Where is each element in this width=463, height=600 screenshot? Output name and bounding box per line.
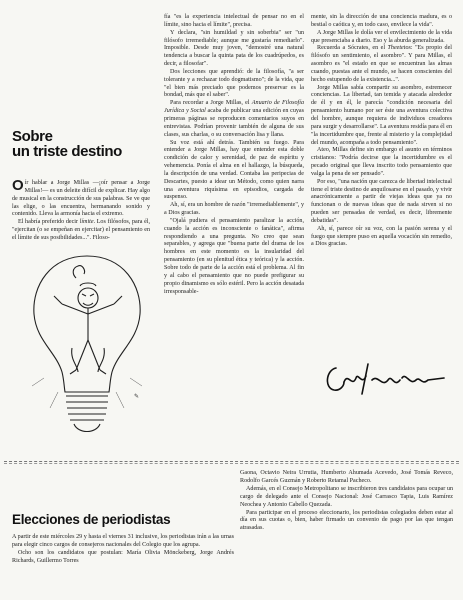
paragraph: Gaona, Octavio Neira Urrutia, Humberto Ahumada Acevedo, José Tomás Reveco, Rodolfo Garcés Guzmán y Roberto Retamal Pacheco.: [240, 470, 453, 484]
paragraph: Recuerda a Sócrates, en el Theetetos: "Es propio del filósofo un sentimiento, el asombro". Y para Millas, el asombro es "el estado en que se encuentran las almas cuando, puestas ante el mundo, se hacen conscientes del hecho estupendo de la existencia...".: [311, 45, 452, 83]
article-column-2: [164, 14, 304, 296]
light-bulb-illustration: [22, 248, 152, 448]
paragraph: Además, en el Consejo Metropolitano se inscribieron tres candidatos para ocupar un cargo de delegado ante el Consejo Nacional: José Carrasco Tapia, Luis Ramírez Neocheа y Antonio Cabello Quezada.: [240, 485, 453, 508]
paragraph: Dos lecciones que aprendió: de la filosofía, "a ser tolerante y a rechazar todo dogmatismo"; de la vida, que "el bien más preciado que podemos preservar es la bondad, más que el saber".: [164, 68, 304, 99]
paragraph: Para participar en el proceso eleccionario, los periodistas colegiados deben estar al día en sus cuotas o, bien, haber firmado un convenio de pago por las que tengan atrasadas.: [240, 509, 453, 532]
paragraph: Su voz está ahí detrás. También su fuego. Para entender a Jorge Millas, hay que entender esta doble condición de calor y serenidad, de paz de espíritu y vehemencia. Ponía el alma en el hallazgo, la búsqueda, la descripción de una verdad. Contaba las peripecias de Descartes, puesto a idear un Método, como quien narra una aventura riquísima en episodios, cargada de suspenso.: [164, 139, 304, 201]
headline-line-2: un triste destino: [12, 143, 122, 160]
paragraph: Ocho son los candidatos que postulan: María Olivia Mönckeberg, Jorge Andrés Richards, Guillermo Torres: [12, 549, 234, 564]
article-column-3: [311, 14, 452, 249]
paragraph: A Jorge Millas le dolía ver el envilecimiento de la vida que presenciaba a diario. Eso y la aburda generalizada.: [311, 29, 452, 44]
paragraph: Ah, sí, era un hombre de razón "irremediablemente", y a Dios gracias.: [164, 202, 304, 217]
paragraph: A partir de este miércoles 29 y hasta el viernes 31 inclusive, los periodistas irán a las urnas para elegir cinco cargos de consejeros nacionales del Colegio que los agrupa.: [12, 534, 234, 548]
section-divider: [4, 461, 459, 462]
drop-cap: O: [12, 177, 24, 194]
article-column-1: [12, 534, 234, 566]
paragraph: Jorge Millas sabía compartir su asombro, estremecer conciencias. La libertad, tan temida y atacada alrededor de él y en él, le parecía "condición necesaria del pensamiento humano por ser éste una aventura colectiva del hombre, aunque requiera de individuos creadores para surgir y desarrollarse". La aventura residía para él en "la incertidumbre que, frente al misterio y la complejidad del mundo, acompaña a todo pensamiento".: [311, 84, 452, 146]
paragraph: Ateo, Millas define sin embargo el asunto en términos cristianos: "Podría decirse que la incertidumbre es el pecado original que lleva inscrito todo pensamiento que valga la pena de ser pensado".: [311, 147, 452, 177]
section-divider: [4, 463, 459, 464]
paragraph: Para recordar a Jorge Millas, el Anuario de Filosofía Jurídica y Social acaba de publicar una edición en cuyas primeras páginas se reproducen comentarios suyos en entrevistas. Podrían provenir también de alguna de sus clases, sus charlas, o su conversación lisa y llana.: [164, 100, 305, 138]
headline-line-1: Sobre: [12, 128, 53, 145]
article-headline: [12, 129, 152, 159]
paragraph: Oír hablar a Jorge Millas —¡oír pensar a Jorge Millas!— es un deleite difícil de explicar. Hay algo de musical en la construcción de sus palabras. Se ve que las elige, o las encuentra, hermanando sonido y contenido. Lleva la armonía hacia el extremo.: [12, 177, 150, 218]
article-headline: Elecciones de periodistas: [12, 512, 171, 527]
paragraph: Y declara, "sin humildad y sin soberbia" ser "un filósofo irremediable; aunque me gustaría remediarlo". Imposible. Desde muy joven, "demostré una natural tendencia a buscar la quinta pata de los cuadrúpedos, es decir, a filosofar".: [164, 29, 304, 68]
paragraph: mente, sin la dirección de una conciencia madura, es o bestial o caótica y, en todo caso, envilece la vida".: [311, 14, 452, 28]
article-column-2: [240, 470, 453, 533]
article-column-1: [12, 177, 150, 243]
paragraph: Por eso, "una nación que carezca de libertad intelectual tiene el triste destino de anquilosarse en el pasado, y vivir anacrónicamente a partir de viejas ideas que ya no funcionan o de nuevas ideas que de nada sirven si no pueden ser pensadas de verdad, es decir, libremente debatidas".: [311, 178, 452, 224]
paragraph: Ah, sí, parece oír su voz, con la pasión serena y el fuego que siempre puso en aquella vocación sin remedio, a Dios gracias.: [311, 225, 452, 248]
author-signature: [322, 358, 450, 398]
paragraph: El habría preferido decir límite. Los filósofos, para él, "ejercitan (o se empeñan en ejercitar) el pensamiento en el límite de sus posibilidades...". Filoso-: [12, 219, 150, 241]
paragraph: fía "es la experiencia intelectual de pensar no en el límite, sino hacia el límite", precisa.: [164, 14, 304, 28]
paragraph: "Ojalá pudiera el pensamiento paralizar la acción, cuando la acción es inconsciente o fanática", afirma respondiendo a una pregunta. No creo que sean separables, y agrega que "buena parte del drama de los hombres en este momento es la insularidad del pensamiento (en su plenitud ética y teórica) y la acción. Sobre todo de parte de la acción está el problema. Al fin y al cabo el pensamiento que no puede prefigurar su propio dinamismo es sólo estéril. Pero la acción desatada irresponsable-: [164, 217, 304, 295]
illustration-mark: ✎: [134, 394, 140, 400]
